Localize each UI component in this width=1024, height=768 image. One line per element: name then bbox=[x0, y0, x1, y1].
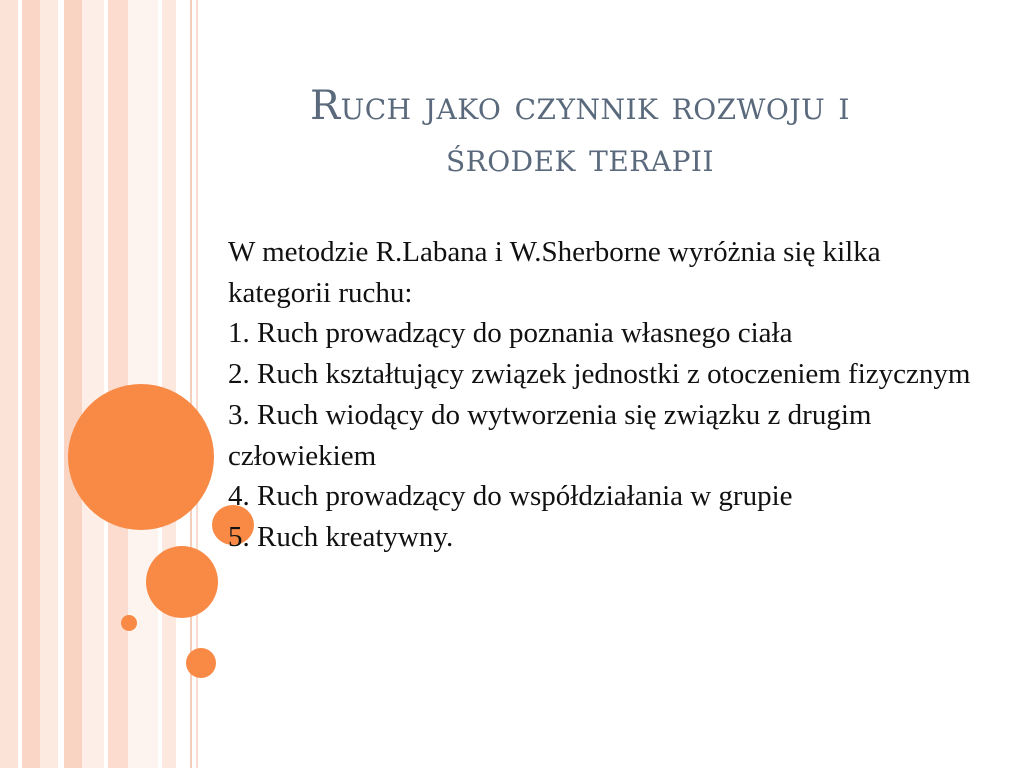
slide-title-line: środek terapii bbox=[445, 135, 715, 181]
list-item: 5. Ruch kreatywny. bbox=[228, 520, 454, 553]
decorative-circle-small bbox=[186, 648, 216, 678]
decorative-circle-large bbox=[68, 384, 214, 530]
intro-text: W metodzie R.Labana i W.Sherborne wyróżnia się kilka kategorii ruchu: bbox=[228, 236, 881, 309]
slide-body bbox=[228, 232, 988, 558]
list-item: 2. Ruch kształtujący związek jednostki z otoczeniem fizycznym bbox=[228, 358, 971, 391]
decorative-circle-medium bbox=[146, 546, 218, 618]
decorative-stripes bbox=[0, 0, 200, 768]
slide-title bbox=[220, 80, 940, 184]
list-item: 4. Ruch prowadzący do współdziałania w grupie bbox=[228, 480, 793, 513]
list-item: 3. Ruch wiodący do wytworzenia się związku z drugim człowiekiem bbox=[228, 398, 872, 472]
decorative-circle-tiny bbox=[121, 615, 137, 631]
list-item: 1. Ruch prowadzący do poznania własnego ciała bbox=[228, 317, 793, 350]
slide-title-line: Ruch jako czynnik rozwoju i bbox=[310, 83, 850, 129]
